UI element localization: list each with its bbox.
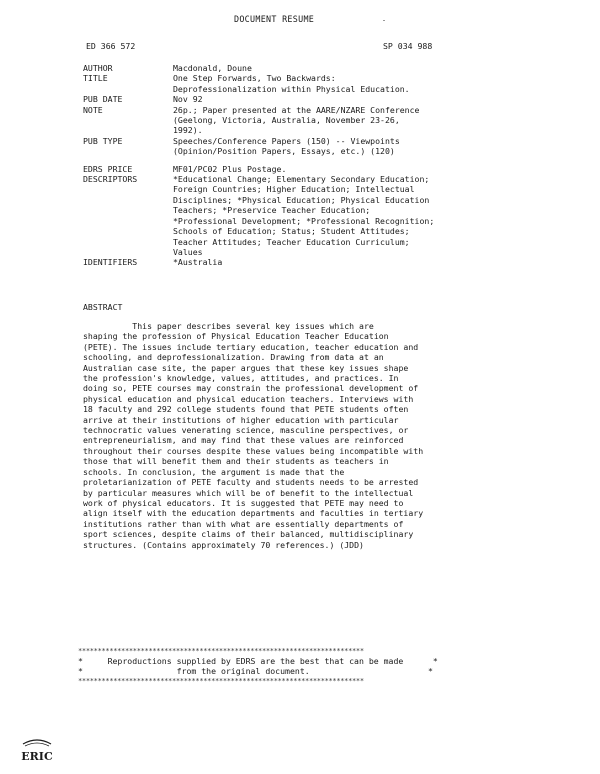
field-value-line: Teacher Attitudes; Teacher Education Curriculum; xyxy=(173,236,410,247)
abstract-line: proletarianization of PETE faculty and students needs to be arrested xyxy=(83,477,419,488)
abstract-line: shaping the profession of Physical Education Teacher Education xyxy=(83,331,389,342)
field-value-line: 1992). xyxy=(173,125,203,136)
field-value-line: MF01/PC02 Plus Postage. xyxy=(173,163,287,174)
abstract-line: sport sciences, despite claims of their balanced, multidisciplinary xyxy=(83,529,414,540)
field-value-line: Deprofessionalization within Physical Education. xyxy=(173,83,410,94)
field-value-line: *Australia xyxy=(173,257,223,268)
abstract-line: entrepreneurialism, and may find that these values are reinforced xyxy=(83,435,404,446)
abstract-line: by particular measures which will be of benefit to the intellectual xyxy=(83,487,414,498)
field-value-line: Schools of Education; Status; Student Attitudes; xyxy=(173,226,410,237)
abstract-line: structures. (Contains approximately 70 references.) (JDD) xyxy=(83,539,364,550)
abstract-line: work of physical educators. It is suggested that PETE may need to xyxy=(83,497,404,508)
sp-number: SP 034 988 xyxy=(383,41,433,51)
field-label: PUB TYPE xyxy=(83,135,123,146)
abstract-line: schooling, and deprofessionalization. Drawing from data at an xyxy=(83,352,384,363)
field-value-line: Foreign Countries; Higher Education; Intellectual xyxy=(173,184,415,195)
field-descriptors xyxy=(83,174,543,257)
field-label: PUB DATE xyxy=(83,94,123,105)
abstract-line: the profession's knowledge, values, attitudes, and practices. In xyxy=(83,373,399,384)
abstract-line: 18 faculty and 292 college students found that PETE students often xyxy=(83,404,409,415)
field-value-line: *Educational Change; Elementary Secondary Education; xyxy=(173,174,430,185)
abstract-line: (PETE). The issues include tertiary education, teacher education and xyxy=(83,341,419,352)
abstract-line: align itself with the education departments and faculties in tertiary xyxy=(83,508,424,519)
field-label: IDENTIFIERS xyxy=(83,257,138,268)
abstract-line: doing so, PETE courses may constrain the professional development of xyxy=(83,383,419,394)
field-value-line: 26p.; Paper presented at the AARE/NZARE Conference xyxy=(173,104,420,115)
ed-number: ED 366 572 xyxy=(86,41,136,51)
eric-logo-icon xyxy=(20,734,54,764)
abstract-line: arrive at their institutions of higher education with particular xyxy=(83,414,399,425)
abstract-body xyxy=(83,321,523,550)
abstract-line: those that will benefit them and their students as teachers in xyxy=(83,456,389,467)
field-author xyxy=(83,63,543,73)
field-identifiers xyxy=(83,257,543,267)
field-value-line: Macdonald, Doune xyxy=(173,63,252,73)
field-value-line: (Opinion/Position Papers, Essays, etc.) (120) xyxy=(173,146,395,157)
reproduction-notice xyxy=(78,647,518,686)
field-pub-date xyxy=(83,94,543,104)
field-label: AUTHOR xyxy=(83,63,113,73)
abstract-line: physical education and physical education teachers. Interviews with xyxy=(83,393,414,404)
field-note xyxy=(83,105,543,136)
notice-line: * Reproductions supplied by EDRS are the best that can be made * xyxy=(78,656,438,666)
abstract-line: technocratic values venerating science, masculine perspectives, or xyxy=(83,425,409,436)
field-edrs-price xyxy=(83,164,543,174)
field-value-line: Nov 92 xyxy=(173,94,203,105)
abstract-line: schools. In conclusion, the argument is made that the xyxy=(83,466,345,477)
field-title xyxy=(83,73,543,94)
field-value-line: Speeches/Conference Papers (150) -- Viewpoints xyxy=(173,135,400,146)
field-value-line: *Professional Development; *Professional Recognition; xyxy=(173,215,435,226)
star-border-top: ************************************************************************* xyxy=(78,647,364,655)
field-value-line: Disciplines; *Physical Education; Physical Education xyxy=(173,194,430,205)
field-pub-type xyxy=(83,136,543,157)
field-value-line: One Step Forwards, Two Backwards: xyxy=(173,73,336,84)
field-label: NOTE xyxy=(83,104,103,115)
metadata-fields xyxy=(83,63,543,268)
notice-line: * from the original document. * xyxy=(78,666,433,677)
document-title: DOCUMENT RESUME xyxy=(234,14,315,24)
field-label: DESCRIPTORS xyxy=(83,174,138,185)
field-value-line: Values xyxy=(173,246,203,257)
eric-logo-text: ERIC xyxy=(21,750,53,763)
abstract-line: This paper describes several key issues which are xyxy=(83,321,374,331)
field-label: EDRS PRICE xyxy=(83,163,133,174)
abstract-heading: ABSTRACT xyxy=(83,302,123,312)
abstract-line: institutions rather than with what are essentially departments of xyxy=(83,518,404,529)
scan-speck xyxy=(383,20,385,21)
field-label: TITLE xyxy=(83,73,108,84)
field-value-line: (Geelong, Victoria, Australia, November 23-26, xyxy=(173,115,400,126)
star-border-bottom: ************************************************************************* xyxy=(78,676,364,685)
abstract-line: throughout their courses despite these values being incompatible with xyxy=(83,445,424,456)
abstract-line: Australian case site, the paper argues that these key issues shape xyxy=(83,362,409,373)
field-value-line: Teachers; *Preservice Teacher Education; xyxy=(173,205,371,216)
